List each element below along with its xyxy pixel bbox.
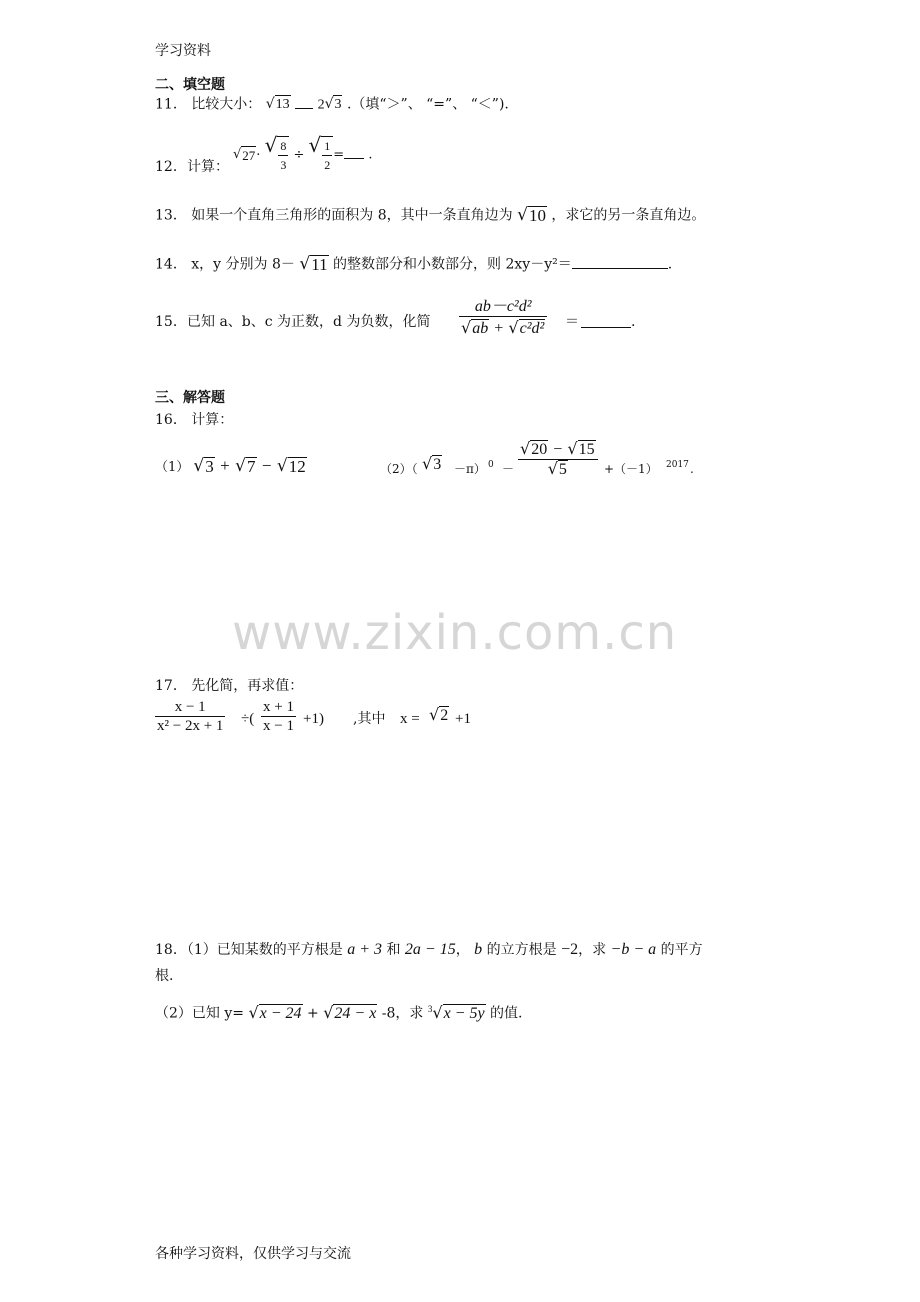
answer-blank[interactable] (344, 158, 364, 159)
question-16 (155, 411, 233, 429)
section-title-answer: 三、解答题 (155, 390, 225, 406)
question-14: 14． x，y 分别为 8－ √ 11 的整数部分和小数部分，则 2xy－y²＝ . (155, 254, 673, 274)
question-text: 如果一个直角三角形的面积为 8，其中一条直角边为 (191, 207, 513, 224)
page-footer: 各种学习资料，仅供学习与交流 (155, 1246, 351, 1262)
question-number: 15． (155, 314, 187, 330)
question-11: 11． 比较大小： √ 13 2 √ 3 .（填“＞”、 “=”、 “＜”). (155, 96, 509, 113)
fraction-2: $\frac{x + 1}{x - 1}$ (263, 699, 294, 734)
question-tail: ，求它的另一条直角边。 (551, 207, 706, 224)
question-18-part-2: （2）已知 y= √ x − 24 + √ 24 − x -8，求 $^3$ √ x − 5y 的值. (155, 1003, 523, 1023)
question-17 (155, 677, 303, 695)
question-number: 14． (155, 256, 187, 273)
sqrt-1-over-2: √ $\frac{1}{2}$ (309, 136, 334, 174)
sqrt-11: √ 11 (299, 254, 328, 274)
question-text: 计算： (191, 412, 234, 428)
question-number: 17． (155, 678, 187, 694)
question-text: 比较大小： (191, 96, 262, 113)
expression: √ 27 · √ $\frac{8}{3}$ ÷ √ $\frac{1}{2}$ = . (233, 133, 373, 172)
answer-blank[interactable] (572, 268, 668, 269)
question-mid: 的整数部分和小数部分，则 2xy－y²＝ (333, 256, 572, 273)
question-number: 18． (155, 942, 187, 958)
sqrt-10: √ 10 (517, 205, 546, 225)
section-title-fill-in: 二、填空题 (155, 77, 225, 93)
question-number: 16． (155, 412, 187, 428)
watermark: www.zixin.com.cn (232, 605, 678, 661)
question-18-part-1-cont: 根. (155, 968, 174, 984)
fraction-1: $\frac{x - 1}{\text{x² − 2x + 1}}$ (157, 699, 224, 734)
question-number: 12． (155, 159, 187, 175)
question-text: 计算： (187, 159, 229, 175)
question-text: 已知 a、b、c 为正数，d 为负数，化简 (187, 314, 431, 330)
sqrt-8-over-3: √ $\frac{8}{3}$ (265, 136, 290, 174)
question-number: 13． (155, 207, 187, 224)
question-number: 11． (155, 96, 187, 113)
fraction-expression: ab－c²d² √ ab + √ c²d² (459, 298, 547, 338)
question-text: x，y 分别为 8－ (191, 256, 295, 273)
sqrt-13: √ 13 (265, 96, 290, 112)
answer-blank[interactable] (581, 313, 631, 328)
question-13 (155, 206, 705, 225)
question-tail: .（填“＞”、 “=”、 “＜”). (346, 96, 509, 113)
answer-blank[interactable] (295, 108, 313, 109)
question-18-part-1: 18．（1）已知某数的平方根是 a + 3 和 2a − 15， b 的立方根是 −2，求 −b − a 的平方 (155, 941, 703, 958)
page-header: 学习资料 (155, 43, 211, 59)
question-16-part-1: （1） √ 3 + √ 7 − √ 12 (155, 456, 306, 476)
question-text: 先化简，再求值： (191, 678, 304, 694)
sqrt-27: √ 27 (233, 146, 256, 163)
sqrt-3: √ 3 (324, 96, 342, 112)
fraction-expression: √ 20 − √ 15 √ 5 (518, 440, 598, 479)
